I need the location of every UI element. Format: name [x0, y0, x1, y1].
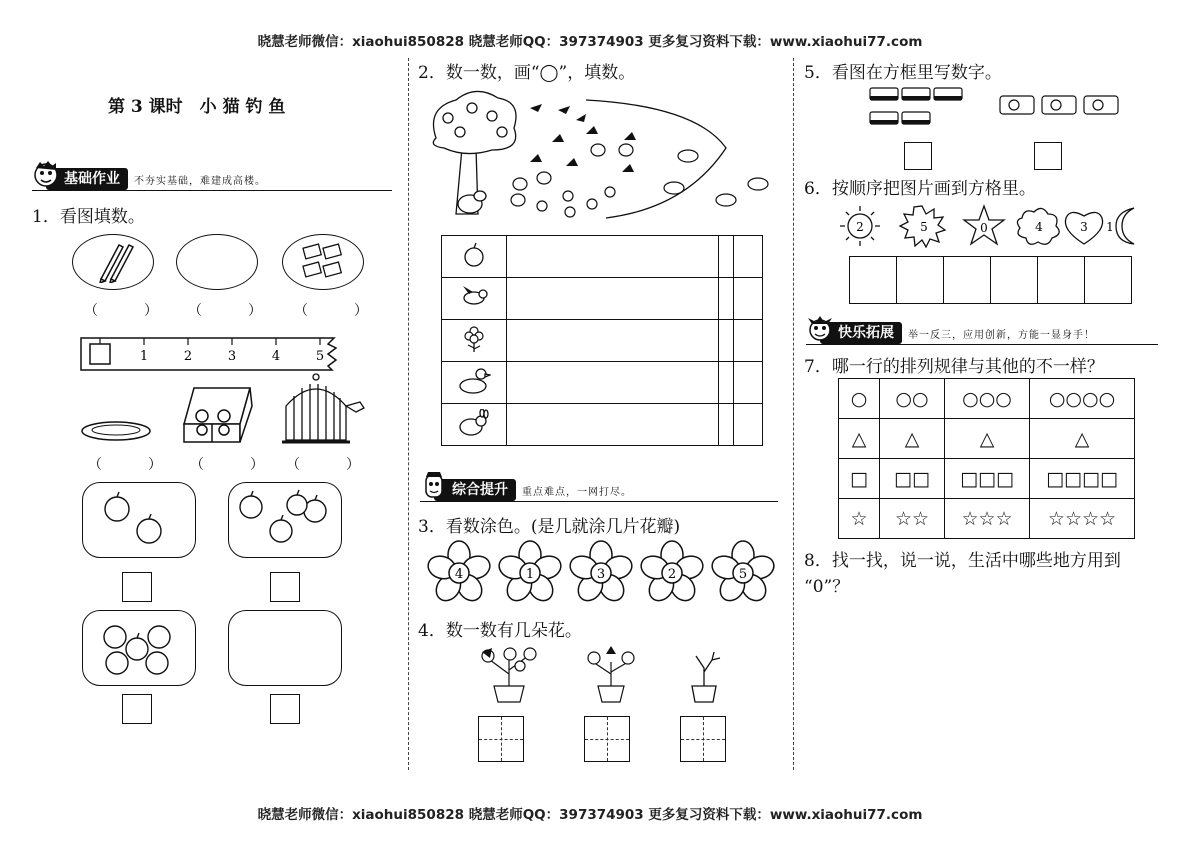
page-footer: 晓慧老师微信：xiaohui850828 晓慧老师QQ：397374903 更多复习资料下载：www.xiaohui77.com	[257, 807, 923, 823]
apples-box-5	[82, 610, 196, 686]
duck-icon	[457, 366, 491, 396]
draw-cell[interactable]	[506, 278, 719, 320]
petal-flower-icon[interactable]	[568, 540, 634, 606]
pencil-boxes-image	[866, 82, 970, 132]
q7-pattern-table	[838, 378, 1135, 539]
answer-paren[interactable]: （ ）	[88, 457, 178, 473]
section-label: 综合提升	[434, 479, 516, 501]
answer-cell[interactable]	[734, 404, 763, 446]
pattern-cell: △	[839, 419, 880, 459]
draw-cell[interactable]	[506, 236, 719, 278]
q4-title: 4．数一数有几朵花。	[418, 621, 582, 641]
answer-cell[interactable]	[1085, 257, 1132, 304]
section-rule	[806, 344, 1158, 345]
apple-icon	[99, 615, 179, 681]
pattern-cell: □□	[880, 459, 945, 499]
ruler-tick-label: 5	[315, 349, 325, 364]
flower-number: 1	[525, 567, 535, 582]
q6-shape-sequence	[836, 204, 1144, 248]
pattern-cell: △	[945, 419, 1030, 459]
pattern-cell: △	[880, 419, 945, 459]
answer-paren[interactable]: （ ）	[190, 457, 280, 473]
q7-title: 7．哪一行的排列规律与其他的不一样？	[804, 357, 1104, 377]
section-badge-fun	[806, 322, 1095, 344]
empty-box	[228, 610, 342, 686]
pattern-cell: ☆☆☆☆	[1030, 499, 1135, 539]
pattern-cell: ○○	[880, 379, 945, 419]
q2-count-table	[441, 235, 763, 446]
empty-plate-icon	[80, 418, 152, 444]
answer-cell[interactable]	[850, 257, 897, 304]
ruler-tick-label: 3	[227, 349, 237, 364]
q5-title: 5．看图在方框里写数字。	[804, 63, 1002, 83]
section-slogan: 不夯实基础，难建成高楼。	[134, 175, 266, 187]
pattern-cell: ☆	[839, 499, 880, 539]
ruler-tick-label: 1	[139, 349, 149, 364]
lesson-title: 第 3 课时 小 猫 钓 鱼	[108, 97, 286, 117]
q6-answer-grid	[849, 256, 1132, 304]
q1-title: 1．看图填数。	[32, 207, 145, 227]
answer-cell[interactable]	[734, 236, 763, 278]
draw-cell[interactable]	[506, 320, 719, 362]
section-slogan: 举一反三，应用创新，方能一显身手！	[908, 329, 1095, 341]
farm-scene-image	[426, 88, 776, 224]
apple-icon	[237, 489, 333, 549]
answer-cell[interactable]	[719, 278, 734, 320]
apple-box-icon	[180, 384, 256, 446]
apples-box-2	[82, 482, 196, 558]
petal-flower-icon[interactable]	[710, 540, 776, 606]
answer-grid-box[interactable]	[478, 716, 524, 762]
pattern-cell: ○○○○	[1030, 379, 1135, 419]
flower-icon	[462, 325, 486, 353]
flower-number: 3	[596, 567, 606, 582]
answer-cell[interactable]	[1038, 257, 1085, 304]
flower-pot-icon	[578, 644, 644, 704]
pencil-icon	[89, 241, 137, 283]
pattern-cell: □□□	[945, 459, 1030, 499]
pattern-cell: □	[839, 459, 880, 499]
ruler-tick-label: 4	[271, 349, 281, 364]
bird-cage-icon	[280, 372, 368, 448]
answer-grid-box[interactable]	[680, 716, 726, 762]
apple-icon	[461, 241, 487, 269]
section-badge-basic	[32, 168, 266, 190]
section-rule	[32, 190, 392, 191]
table-row-icon	[442, 362, 507, 404]
bird-icon	[459, 284, 489, 310]
table-row[interactable]	[839, 379, 1135, 419]
answer-box[interactable]	[270, 572, 300, 602]
answer-paren[interactable]: （ ）	[286, 457, 376, 473]
q8-title-continued: “0”？	[804, 577, 850, 597]
empty-flower-pot-icon	[676, 648, 732, 704]
section-rule	[420, 501, 778, 502]
shape-number: 1	[1106, 220, 1114, 234]
table-row[interactable]	[839, 459, 1135, 499]
q3-title: 3．看数涂色。(是几就涂几片花瓣)	[418, 517, 681, 537]
answer-cell[interactable]	[944, 257, 991, 304]
column-divider-left	[408, 58, 409, 770]
apples-box-4	[228, 482, 342, 558]
erasers-oval	[282, 234, 364, 290]
answer-cell[interactable]	[991, 257, 1038, 304]
answer-cell[interactable]	[719, 320, 734, 362]
q2-title: 2．数一数，画“◯”，填数。	[418, 63, 636, 83]
rabbit-icon	[457, 409, 491, 437]
flower-number: 4	[454, 567, 464, 582]
table-row[interactable]	[839, 419, 1135, 459]
pattern-cell: □□□□	[1030, 459, 1135, 499]
mascot-icon	[806, 314, 834, 344]
answer-box[interactable]	[904, 142, 932, 170]
answer-cell[interactable]	[897, 257, 944, 304]
flower-number: 5	[738, 567, 748, 582]
pattern-cell: ☆☆	[880, 499, 945, 539]
answer-cell[interactable]	[734, 362, 763, 404]
moon-icon	[1116, 208, 1134, 244]
shape-number: 3	[1080, 220, 1088, 234]
mascot-icon	[420, 471, 448, 501]
section-label: 快乐拓展	[820, 322, 902, 344]
q8-title: 8．找一找，说一说，生活中哪些地方用到	[804, 551, 1121, 571]
table-row-icon	[442, 278, 507, 320]
table-row[interactable]	[839, 499, 1135, 539]
answer-cell[interactable]	[734, 320, 763, 362]
number-ruler	[80, 334, 350, 374]
pattern-cell: △	[1030, 419, 1135, 459]
flower-pot-icon	[476, 644, 542, 704]
answer-grid-box[interactable]	[584, 716, 630, 762]
pencils-oval	[72, 234, 154, 290]
answer-box[interactable]	[122, 694, 152, 724]
answer-cell[interactable]	[719, 236, 734, 278]
ruler-tick-label: 2	[183, 349, 193, 364]
petal-flower-icon[interactable]	[639, 540, 705, 606]
section-slogan: 重点难点，一网打尽。	[522, 486, 632, 498]
column-divider-right	[793, 58, 794, 770]
draw-cell[interactable]	[506, 404, 719, 446]
answer-cell[interactable]	[719, 404, 734, 446]
draw-cell[interactable]	[506, 362, 719, 404]
answer-box[interactable]	[1034, 142, 1062, 170]
empty-oval	[176, 234, 258, 290]
table-row-icon	[442, 404, 507, 446]
table-row-icon	[442, 320, 507, 362]
pattern-cell: ○	[839, 379, 880, 419]
q6-title: 6．按顺序把图片画到方格里。	[804, 179, 1036, 199]
mascot-icon	[32, 160, 60, 190]
shape-number: 5	[920, 220, 928, 234]
answer-cell[interactable]	[719, 362, 734, 404]
answer-paren[interactable]: （ ）	[188, 303, 278, 319]
petal-flower-icon[interactable]	[497, 540, 563, 606]
petal-flower-icon[interactable]	[426, 540, 492, 606]
shape-number: 4	[1035, 220, 1043, 234]
section-badge-advanced	[420, 479, 632, 501]
answer-box[interactable]	[122, 572, 152, 602]
shape-number: 0	[980, 221, 988, 235]
q3-flower-row	[426, 540, 786, 610]
section-label: 基础作业	[46, 168, 128, 190]
pattern-cell: ☆☆☆	[945, 499, 1030, 539]
shape-number: 2	[856, 220, 864, 234]
pattern-cell: ○○○	[945, 379, 1030, 419]
eraser-icon	[301, 243, 347, 281]
flower-number: 2	[667, 567, 677, 582]
apple-icon	[101, 491, 171, 547]
sharpeners-image	[996, 92, 1128, 120]
answer-cell[interactable]	[734, 278, 763, 320]
answer-paren[interactable]: （ ）	[294, 303, 384, 319]
answer-paren[interactable]: （ ）	[84, 303, 174, 319]
page-header: 晓慧老师微信：xiaohui850828 晓慧老师QQ：397374903 更多复习资料下载：www.xiaohui77.com	[257, 34, 923, 50]
table-row-icon	[442, 236, 507, 278]
answer-box[interactable]	[270, 694, 300, 724]
